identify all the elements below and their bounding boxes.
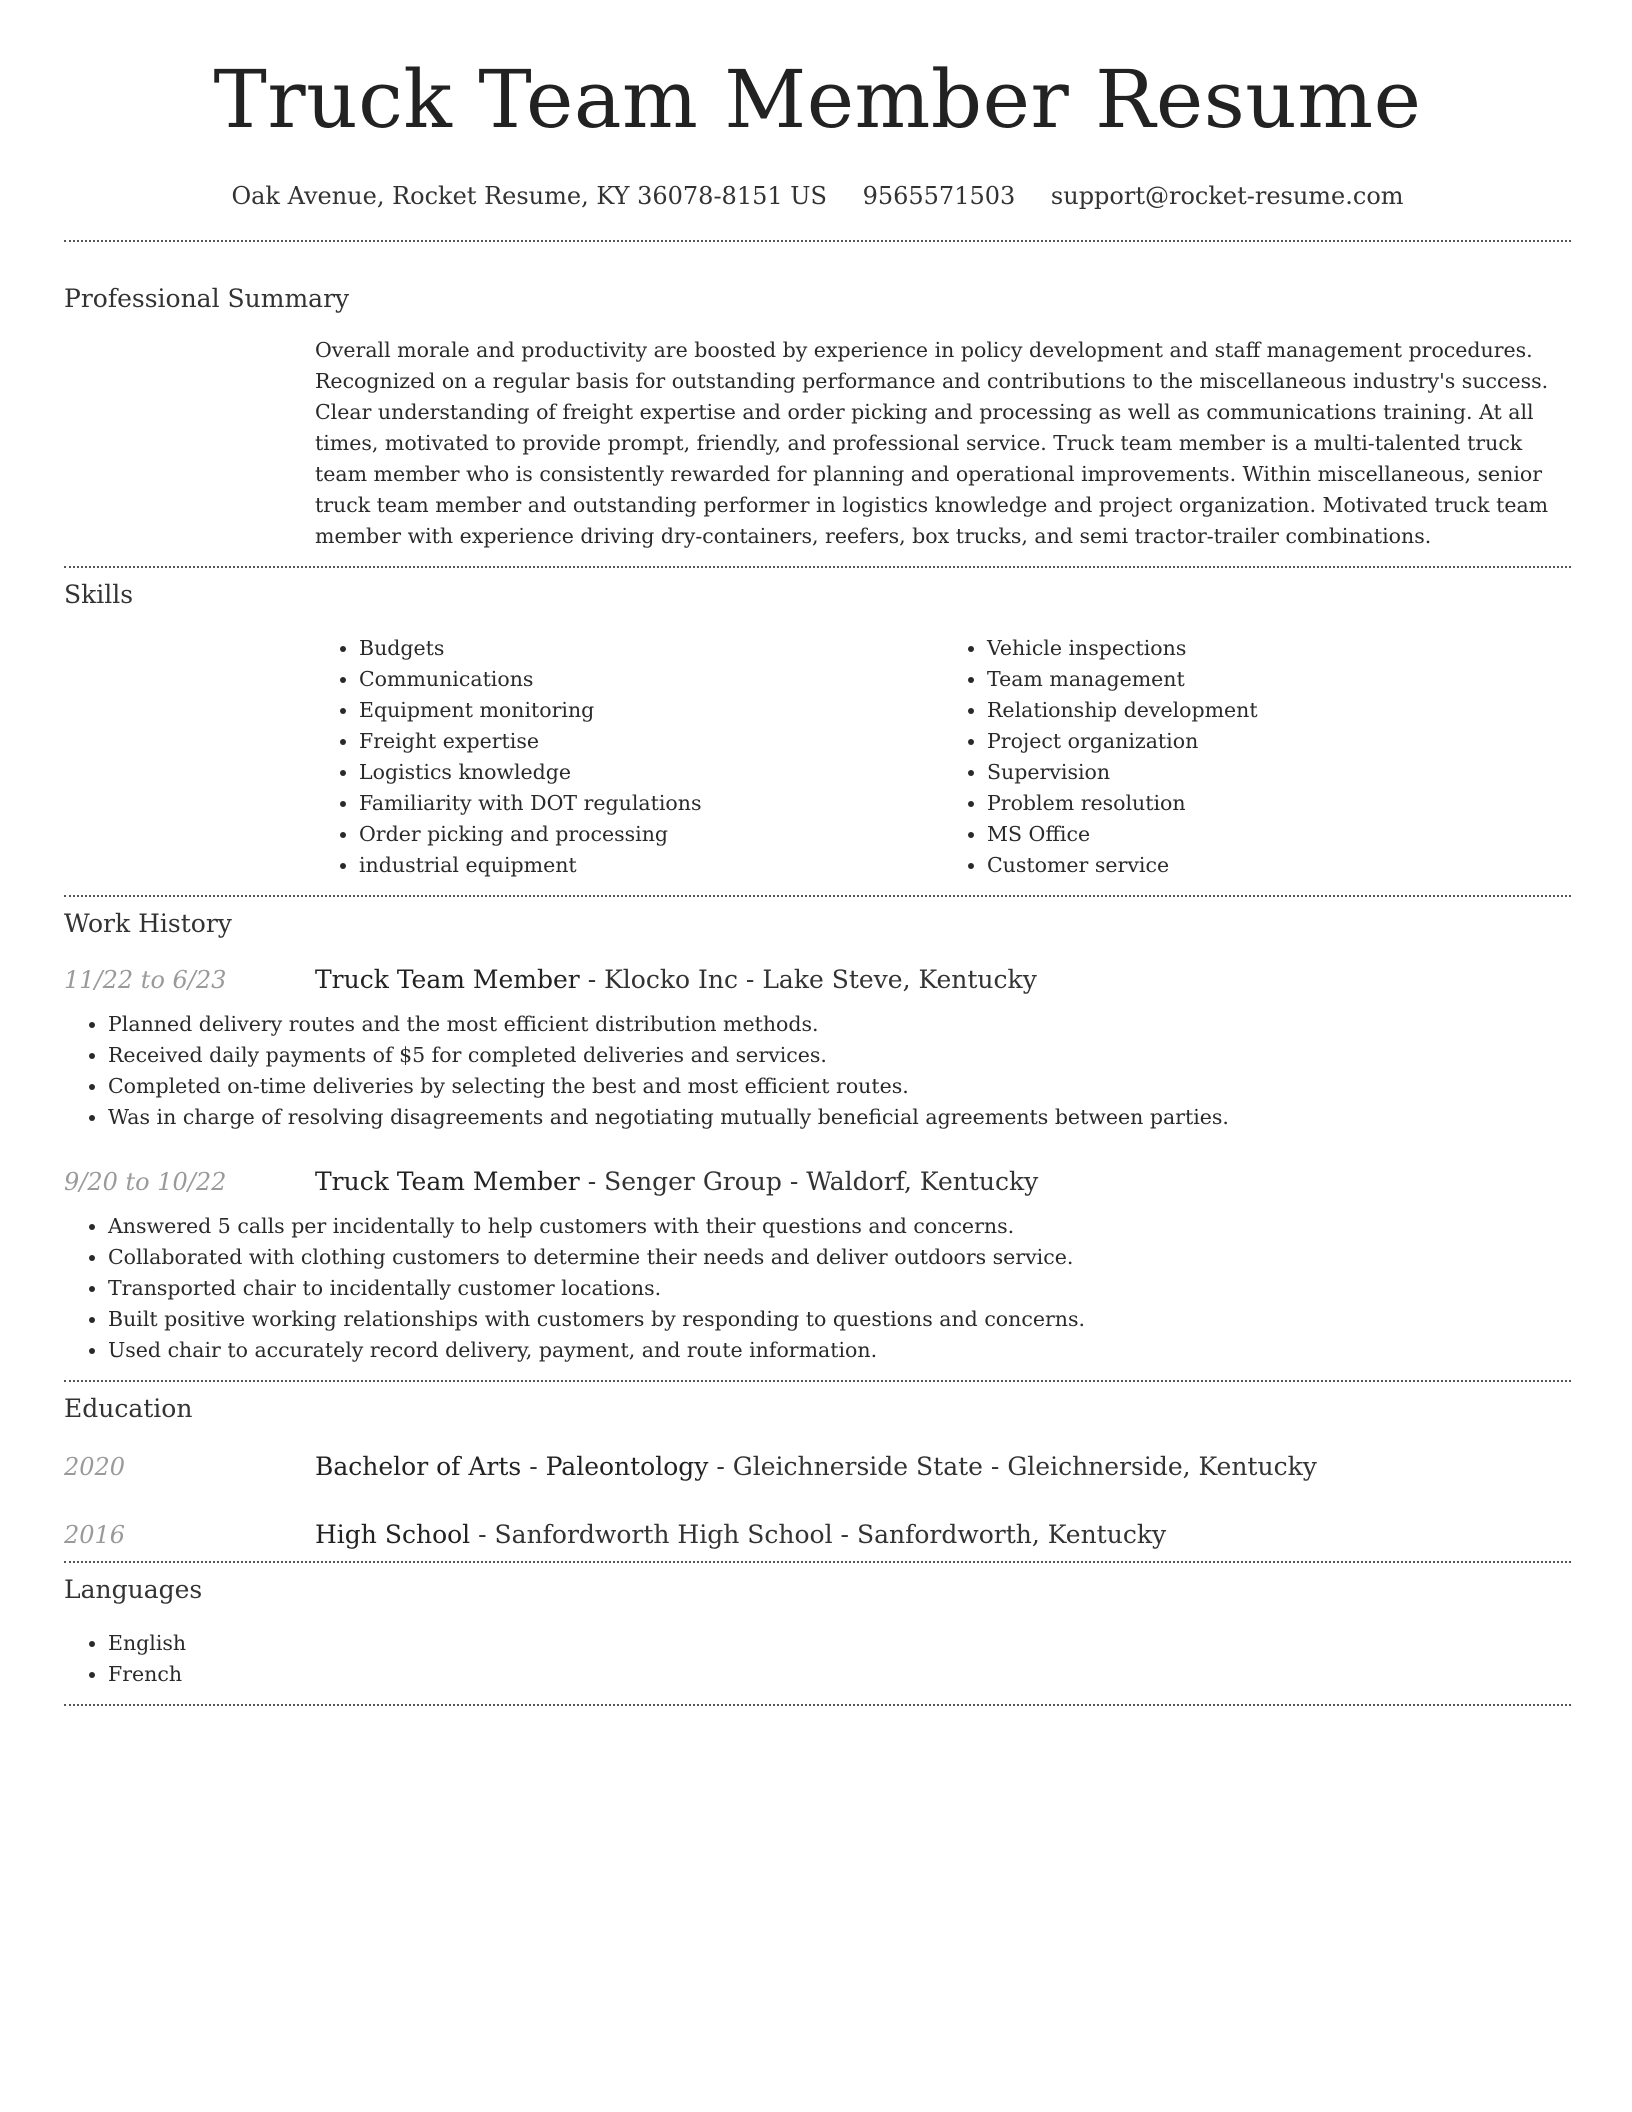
- education-location: Sanfordworth, Kentucky: [856, 1520, 1167, 1549]
- skill-item: • Communications: [359, 664, 943, 695]
- skills-section: [64, 568, 1571, 881]
- education-school: Sanfordworth High School: [494, 1520, 833, 1549]
- skill-item: • Logistics knowledge: [359, 757, 943, 788]
- skill-item: • Customer service: [987, 850, 1571, 881]
- education-year: 2016: [64, 1521, 126, 1549]
- skill-item: • industrial equipment: [359, 850, 943, 881]
- summary-heading: Professional Summary: [64, 284, 350, 313]
- divider: [64, 1704, 1571, 1706]
- contact-address: Oak Avenue, Rocket Resume, KY 36078-8151 US: [231, 182, 827, 210]
- skills-list-right: [943, 633, 1571, 881]
- resume-title: Truck Team Member Resume: [213, 53, 1422, 146]
- contact-line: [64, 180, 1571, 212]
- skill-item: • Budgets: [359, 633, 943, 664]
- job-company: Klocko Inc: [604, 965, 738, 994]
- job-title: Truck Team Member: [315, 965, 580, 994]
- skill-item: • Familiarity with DOT regulations: [359, 788, 943, 819]
- education-line: Bachelor of Arts - Paleontology - Gleichnerside State - Gleichnerside, Kentucky: [315, 1452, 1317, 1481]
- job-bullet: • Used chair to accurately record delivery, payment, and route information.: [108, 1335, 1571, 1366]
- skill-item: • Problem resolution: [987, 788, 1571, 819]
- job-bullets: [64, 1211, 1571, 1366]
- job-bullets: [64, 1009, 1571, 1133]
- education-entry: [64, 1519, 1571, 1551]
- education-year: 2020: [64, 1453, 126, 1481]
- job-header: [64, 1166, 1571, 1198]
- contact-phone: 9565571503: [862, 182, 1016, 210]
- job-bullet: • Collaborated with clothing customers to determine their needs and deliver outdoors service.: [108, 1242, 1571, 1273]
- job-bullet: • Completed on-time deliveries by selecting the best and most efficient routes.: [108, 1071, 1571, 1102]
- job-header: [64, 964, 1571, 996]
- language-item: • French: [108, 1659, 1571, 1690]
- job-dates: 11/22 to 6/23: [64, 966, 227, 994]
- education-field: Paleontology: [545, 1452, 709, 1481]
- job-location: Waldorf, Kentucky: [806, 1167, 1039, 1196]
- language-item: • English: [108, 1628, 1571, 1659]
- job-company: Senger Group: [604, 1167, 782, 1196]
- job-title-line: Truck Team Member - Klocko Inc - Lake Steve, Kentucky: [315, 965, 1037, 994]
- skills-list-left: [315, 633, 943, 881]
- skill-item: • MS Office: [987, 819, 1571, 850]
- education-degree: Bachelor of Arts: [315, 1452, 522, 1481]
- skill-item: • Project organization: [987, 726, 1571, 757]
- job-entry: [64, 1166, 1571, 1366]
- skill-item: • Team management: [987, 664, 1571, 695]
- education-heading: Education: [64, 1394, 193, 1423]
- skill-item: • Equipment monitoring: [359, 695, 943, 726]
- job-title-line: Truck Team Member - Senger Group - Waldorf, Kentucky: [315, 1167, 1039, 1196]
- job-bullet: • Answered 5 calls per incidentally to help customers with their questions and concerns.: [108, 1211, 1571, 1242]
- work-heading: Work History: [64, 909, 232, 938]
- languages-list: [64, 1628, 1571, 1690]
- summary-section: [64, 242, 1571, 552]
- job-entry: [64, 964, 1571, 1133]
- education-location: Gleichnerside, Kentucky: [1007, 1452, 1317, 1481]
- skills-grid: [315, 633, 1571, 881]
- education-section: [64, 1382, 1571, 1551]
- skills-heading: Skills: [64, 580, 134, 609]
- education-line: High School - Sanfordworth High School - Sanfordworth, Kentucky: [315, 1520, 1167, 1549]
- skill-item: • Vehicle inspections: [987, 633, 1571, 664]
- job-bullet: • Transported chair to incidentally customer locations.: [108, 1273, 1571, 1304]
- summary-text: Overall morale and productivity are boosted by experience in policy development and staff management procedures. Recognized on a regular basis for outstanding performance and contributions to the miscellaneous industry's success. Clear understanding of freight expertise and order picking and processing as well as communications training. At all times, motivated to provide prompt, friendly, and professional service. Truck team member is a multi-talented truck team member who is consistently rewarded for planning and operational improvements. Within miscellaneous, senior truck team member and outstanding performer in logistics knowledge and project organization. Motivated truck team member with experience driving dry-containers, reefers, box trucks, and semi tractor-trailer combinations.: [315, 338, 1549, 548]
- job-title: Truck Team Member: [315, 1167, 580, 1196]
- work-section: [64, 897, 1571, 1366]
- languages-section: [64, 1563, 1571, 1690]
- resume-page: [64, 0, 1571, 1706]
- job-dates: 9/20 to 10/22: [64, 1168, 227, 1196]
- skill-item: • Relationship development: [987, 695, 1571, 726]
- education-entry: [64, 1451, 1571, 1483]
- job-bullet: • Was in charge of resolving disagreements and negotiating mutually beneficial agreements between parties.: [108, 1102, 1571, 1133]
- job-location: Lake Steve, Kentucky: [762, 965, 1037, 994]
- skill-item: • Order picking and processing: [359, 819, 943, 850]
- skill-item: • Supervision: [987, 757, 1571, 788]
- skill-item: • Freight expertise: [359, 726, 943, 757]
- job-bullet: • Planned delivery routes and the most efficient distribution methods.: [108, 1009, 1571, 1040]
- contact-email: support@rocket-resume.com: [1050, 182, 1404, 210]
- job-bullet: • Built positive working relationships with customers by responding to questions and concerns.: [108, 1304, 1571, 1335]
- job-bullet: • Received daily payments of $5 for completed deliveries and services.: [108, 1040, 1571, 1071]
- education-degree: High School: [315, 1520, 471, 1549]
- languages-heading: Languages: [64, 1575, 203, 1604]
- education-school: Gleichnerside State: [732, 1452, 983, 1481]
